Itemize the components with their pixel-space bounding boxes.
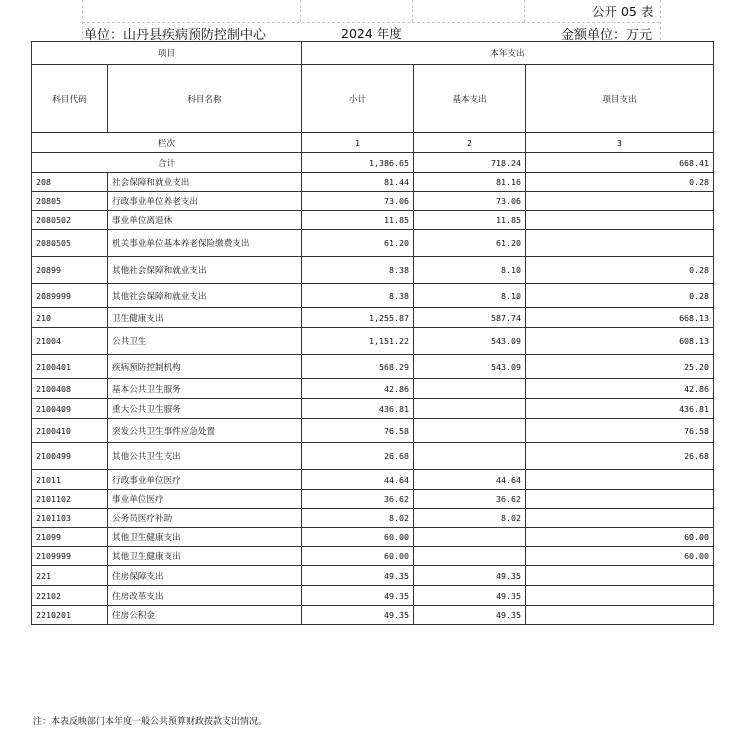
basic-header: 基本支出 (414, 65, 526, 133)
guide-line (300, 0, 301, 22)
subject-name: 其他卫生健康支出 (108, 547, 302, 566)
subtotal-value: 44.64 (302, 470, 414, 490)
project-value: 0.28 (526, 257, 714, 284)
basic-value: 61.20 (414, 230, 526, 257)
subject-code: 2100410 (32, 419, 108, 443)
table-row (32, 284, 714, 308)
subject-code: 2089999 (32, 284, 108, 308)
subject-name: 事业单位离退休 (108, 211, 302, 230)
project-value (526, 586, 714, 606)
subject-name: 公务员医疗补助 (108, 509, 302, 528)
table-row (32, 586, 714, 606)
table-row (32, 509, 714, 528)
subject-code: 21099 (32, 528, 108, 547)
subject-code: 20805 (32, 192, 108, 211)
table-row (32, 257, 714, 284)
subject-name: 机关事业单位基本养老保险缴费支出 (108, 230, 302, 257)
project-value: 60.00 (526, 547, 714, 566)
project-value (526, 566, 714, 586)
form-number: 公开 05 表 (592, 4, 654, 19)
subtotal-value: 73.06 (302, 192, 414, 211)
project-value: 436.81 (526, 399, 714, 419)
table-row (32, 173, 714, 192)
subject-name: 其他社会保障和就业支出 (108, 284, 302, 308)
index-1: 1 (302, 133, 414, 153)
subject-code: 2080502 (32, 211, 108, 230)
subject-name: 公共卫生 (108, 328, 302, 355)
project-value (526, 509, 714, 528)
project-value (526, 490, 714, 509)
subject-code: 208 (32, 173, 108, 192)
subject-name: 事业单位医疗 (108, 490, 302, 509)
subtotal-value: 436.81 (302, 399, 414, 419)
index-label: 栏次 (32, 133, 302, 153)
subject-code: 2100409 (32, 399, 108, 419)
project-value: 42.86 (526, 379, 714, 399)
report-header (0, 22, 733, 43)
project-value (526, 470, 714, 490)
basic-value: 543.09 (414, 355, 526, 379)
subject-name: 社会保障和就业支出 (108, 173, 302, 192)
table-row (32, 379, 714, 399)
current-year-header: 本年支出 (302, 42, 714, 65)
table-row (32, 211, 714, 230)
index-3: 3 (526, 133, 714, 153)
subtotal-value: 49.35 (302, 586, 414, 606)
subtotal-value: 1,255.87 (302, 308, 414, 328)
project-value: 76.58 (526, 419, 714, 443)
subject-code: 2101103 (32, 509, 108, 528)
table-row (32, 399, 714, 419)
table-row (32, 566, 714, 586)
subject-code: 2109999 (32, 547, 108, 566)
subject-name: 卫生健康支出 (108, 308, 302, 328)
subject-code: 2210201 (32, 606, 108, 625)
basic-value: 11.85 (414, 211, 526, 230)
table-row (32, 528, 714, 547)
table-row (32, 328, 714, 355)
basic-value: 49.35 (414, 566, 526, 586)
subject-name: 基本公共卫生服务 (108, 379, 302, 399)
subtotal-value: 26.68 (302, 443, 414, 470)
index-2: 2 (414, 133, 526, 153)
report-year: 2024 年度 (341, 26, 402, 41)
code-header: 科目代码 (32, 65, 108, 133)
subject-code: 2100401 (32, 355, 108, 379)
table-row (32, 355, 714, 379)
subject-code: 2080505 (32, 230, 108, 257)
basic-value: 587.74 (414, 308, 526, 328)
subtotal-value: 60.00 (302, 547, 414, 566)
total-project: 668.41 (526, 153, 714, 173)
table-row (32, 470, 714, 490)
project-value: 25.20 (526, 355, 714, 379)
project-value: 0.28 (526, 284, 714, 308)
guide-line (524, 0, 525, 22)
project-header: 项目支出 (526, 65, 714, 133)
subject-code: 2100499 (32, 443, 108, 470)
subtotal-header: 小计 (302, 65, 414, 133)
money-unit: 金额单位：万元 (561, 28, 653, 43)
subject-name: 重大公共卫生服务 (108, 399, 302, 419)
total-subtotal: 1,386.65 (302, 153, 414, 173)
header-row-1 (32, 42, 714, 65)
subtotal-value: 42.86 (302, 379, 414, 399)
basic-value (414, 547, 526, 566)
basic-value: 8.10 (414, 257, 526, 284)
project-value: 60.00 (526, 528, 714, 547)
basic-value (414, 419, 526, 443)
project-value (526, 230, 714, 257)
unit-name: 单位：山丹县疾病预防控制中心 (84, 28, 267, 43)
table-row (32, 230, 714, 257)
subtotal-value: 8.38 (302, 257, 414, 284)
subtotal-value: 76.58 (302, 419, 414, 443)
table-row (32, 443, 714, 470)
subtotal-value: 61.20 (302, 230, 414, 257)
table-row (32, 308, 714, 328)
subtotal-value: 60.00 (302, 528, 414, 547)
basic-value: 73.06 (414, 192, 526, 211)
subject-code: 22102 (32, 586, 108, 606)
table-row (32, 419, 714, 443)
total-row (32, 153, 714, 173)
project-value (526, 606, 714, 625)
basic-value: 36.62 (414, 490, 526, 509)
subject-name: 行政事业单位养老支出 (108, 192, 302, 211)
table-row (32, 606, 714, 625)
subject-code: 21011 (32, 470, 108, 490)
subject-name: 其他公共卫生支出 (108, 443, 302, 470)
subtotal-value: 49.35 (302, 606, 414, 625)
item-header: 项目 (32, 42, 302, 65)
basic-value (414, 528, 526, 547)
expenditure-table (31, 41, 714, 625)
project-value: 608.13 (526, 328, 714, 355)
subject-name: 其他社会保障和就业支出 (108, 257, 302, 284)
subject-code: 2101102 (32, 490, 108, 509)
subtotal-value: 1,151.22 (302, 328, 414, 355)
basic-value (414, 399, 526, 419)
project-value: 668.13 (526, 308, 714, 328)
subject-name: 突发公共卫生事件应急处置 (108, 419, 302, 443)
project-value (526, 211, 714, 230)
basic-value (414, 443, 526, 470)
project-value: 0.28 (526, 173, 714, 192)
subtotal-value: 36.62 (302, 490, 414, 509)
project-value: 26.68 (526, 443, 714, 470)
table-row (32, 192, 714, 211)
subtotal-value: 8.38 (302, 284, 414, 308)
table-row (32, 547, 714, 566)
subject-name: 住房保障支出 (108, 566, 302, 586)
subject-name: 住房公积金 (108, 606, 302, 625)
header-divider (82, 22, 660, 23)
subtotal-value: 81.44 (302, 173, 414, 192)
basic-value (414, 379, 526, 399)
subject-name: 行政事业单位医疗 (108, 470, 302, 490)
basic-value: 543.09 (414, 328, 526, 355)
basic-value: 81.16 (414, 173, 526, 192)
subject-name: 住房改革支出 (108, 586, 302, 606)
basic-value: 8.02 (414, 509, 526, 528)
subject-code: 21004 (32, 328, 108, 355)
guide-line (412, 0, 413, 22)
name-header: 科目名称 (108, 65, 302, 133)
subtotal-value: 11.85 (302, 211, 414, 230)
basic-value: 49.35 (414, 586, 526, 606)
basic-value: 8.10 (414, 284, 526, 308)
total-label: 合计 (32, 153, 302, 173)
table-note: 注：本表反映部门本年度一般公共预算财政拨款支出情况。 (33, 717, 268, 727)
subtotal-value: 568.29 (302, 355, 414, 379)
subject-code: 20899 (32, 257, 108, 284)
header-row-2 (32, 65, 714, 133)
subtotal-value: 8.02 (302, 509, 414, 528)
subtotal-value: 49.35 (302, 566, 414, 586)
basic-value: 49.35 (414, 606, 526, 625)
subject-code: 2100408 (32, 379, 108, 399)
project-value (526, 192, 714, 211)
total-basic: 718.24 (414, 153, 526, 173)
index-row (32, 133, 714, 153)
table-row (32, 490, 714, 509)
subject-name: 其他卫生健康支出 (108, 528, 302, 547)
subject-code: 221 (32, 566, 108, 586)
subject-code: 210 (32, 308, 108, 328)
subject-name: 疾病预防控制机构 (108, 355, 302, 379)
basic-value: 44.64 (414, 470, 526, 490)
